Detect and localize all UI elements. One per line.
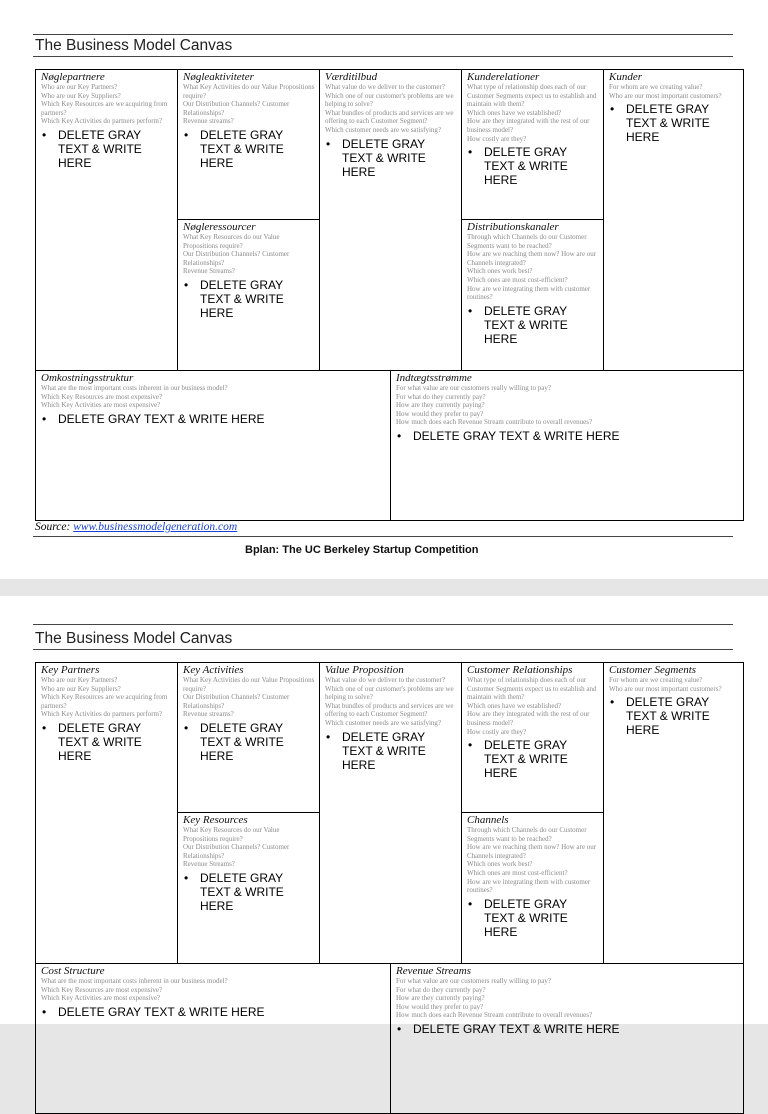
hint-text: What Key Activities do our Value Propositions require? Our Distribution Channels? Customer Relationships? Revenue streams?	[183, 676, 315, 719]
business-model-canvas	[35, 662, 744, 1114]
key-activities-box[interactable]	[178, 70, 320, 220]
bullet-item[interactable]: • DELETE GRAY TEXT & WRITE HERE	[42, 720, 142, 763]
box-heading: Value Proposition	[325, 664, 404, 676]
box-heading: Key Activities	[183, 664, 244, 676]
source-link[interactable]: www.businessmodelgeneration.com	[73, 521, 238, 533]
customer-segments-box[interactable]	[604, 70, 743, 371]
box-heading: Værditilbud	[325, 71, 378, 83]
revenue-streams-box[interactable]	[391, 964, 743, 1113]
customer-relationships-box[interactable]	[462, 663, 604, 813]
bullet-item[interactable]: • DELETE GRAY TEXT & WRITE HERE	[326, 729, 426, 772]
channels-box[interactable]	[462, 220, 604, 371]
box-heading: Key Resources	[183, 814, 248, 826]
box-heading: Revenue Streams	[396, 965, 472, 977]
cost-structure-box[interactable]	[36, 964, 391, 1113]
box-heading: Channels	[467, 814, 509, 826]
bullet-item[interactable]: • DELETE GRAY TEXT & WRITE HERE	[42, 411, 265, 426]
key-partners-box[interactable]	[36, 70, 178, 371]
bullet-item[interactable]: • DELETE GRAY TEXT & WRITE HERE	[468, 896, 568, 939]
hint-text: For whom are we creating value? Who are our most important customers?	[609, 83, 722, 100]
box-heading: Distributionskanaler	[467, 221, 559, 233]
hint-text: Who are our Key Partners? Who are our Key Suppliers? Which Key Resources are we acquiring from partners? Which Key Activities do partners perform?	[41, 83, 168, 126]
hint-text: What Key Activities do our Value Propositions require? Our Distribution Channels? Customer Relationships? Revenue streams?	[183, 83, 315, 126]
value-proposition-box[interactable]	[320, 70, 462, 371]
bullet-item[interactable]: • DELETE GRAY TEXT & WRITE HERE	[397, 1021, 620, 1036]
box-heading: Key Partners	[41, 664, 100, 676]
bullet-item[interactable]: • DELETE GRAY TEXT & WRITE HERE	[184, 127, 284, 170]
box-heading: Indtægtsstrømme	[396, 372, 472, 384]
hint-text: For what value are our customers really willing to pay? For what do they currently pay? How are they currently paying? How would they prefer to pay? How much does each Revenue Stream contribute to overall revenues?	[396, 384, 593, 427]
hint-text: Through which Channels do our Customer Segments want to be reached? How are we reaching them now? How are our Channels integrated? Which ones work best? Which ones are most cost-efficient? How are we integrating them with customer routines?	[467, 826, 597, 895]
hint-text: What are the most important costs inherent in our business model? Which Key Resources are most expensive? Which Key Activities are most expensive?	[41, 977, 228, 1003]
cost-structure-box[interactable]	[36, 371, 391, 520]
bullet-item[interactable]: • DELETE GRAY TEXT & WRITE HERE	[397, 428, 620, 443]
bullet-item[interactable]: • DELETE GRAY TEXT & WRITE HERE	[184, 870, 284, 913]
bullet-item[interactable]: • DELETE GRAY TEXT & WRITE HERE	[184, 720, 284, 763]
box-heading: Omkostningsstruktur	[41, 372, 134, 384]
box-heading: Kunder	[609, 71, 642, 83]
top-rule	[33, 624, 733, 625]
box-heading: Nøgleaktiviteter	[183, 71, 254, 83]
footer-rule	[33, 536, 733, 537]
bullet-item[interactable]: • DELETE GRAY TEXT & WRITE HERE	[468, 145, 568, 188]
page-title: The Business Model Canvas	[35, 630, 233, 647]
hint-text: What are the most important costs inherent in our business model? Which Key Resources are most expensive? Which Key Activities are most expensive?	[41, 384, 228, 410]
source-line	[35, 521, 237, 533]
bullet-item[interactable]: • DELETE GRAY TEXT & WRITE HERE	[326, 136, 426, 179]
top-rule	[33, 34, 733, 35]
hint-text: For whom are we creating value? Who are our most important customers?	[609, 676, 722, 693]
hint-text: What value do we deliver to the customer? Which one of our customer's problems are we helping to solve? What bundles of products and services are we offering to each Customer Segment? Which customer needs are we satisfying?	[325, 676, 454, 727]
hint-text: What value do we deliver to the customer? Which one of our customer's problems are we helping to solve? What bundles of products and services are we offering to each Customer Segment? Which customer needs are we satisfying?	[325, 83, 454, 134]
key-activities-box[interactable]	[178, 663, 320, 813]
box-heading: Cost Structure	[41, 965, 105, 977]
hint-text: What Key Resources do our Value Propositions require? Our Distribution Channels? Customer Relationships? Revenue Streams?	[183, 233, 290, 276]
hint-text: For what value are our customers really willing to pay? For what do they currently pay? How are they currently paying? How would they prefer to pay? How much does each Revenue Stream contribute to overall revenues?	[396, 977, 593, 1020]
page-title: The Business Model Canvas	[35, 37, 233, 54]
hint-text: Through which Channels do our Customer Segments want to be reached? How are we reaching them now? How are our Channels integrated? Which ones work best? Which ones are most cost-efficient? How are we integrating them with customer routines?	[467, 233, 597, 302]
hint-text: What Key Resources do our Value Propositions require? Our Distribution Channels? Customer Relationships? Revenue Streams?	[183, 826, 290, 869]
box-heading: Customer Relationships	[467, 664, 573, 676]
bullet-item[interactable]: • DELETE GRAY TEXT & WRITE HERE	[610, 695, 710, 738]
hint-text: What type of relationship does each of our Customer Segments expect us to establish and maintain with them? Which ones have we established? How are they integrated with the rest of our business model? How costly are they?	[467, 83, 597, 143]
title-rule	[33, 649, 733, 650]
value-proposition-box[interactable]	[320, 663, 462, 964]
title-rule	[33, 56, 733, 57]
business-model-canvas	[35, 69, 744, 521]
hint-text: Who are our Key Partners? Who are our Key Suppliers? Which Key Resources are we acquiring from partners? Which Key Activities do partners perform?	[41, 676, 168, 719]
bullet-item[interactable]: • DELETE GRAY TEXT & WRITE HERE	[184, 277, 284, 320]
customer-segments-box[interactable]	[604, 663, 743, 964]
box-heading: Customer Segments	[609, 664, 697, 676]
bullet-item[interactable]: • DELETE GRAY TEXT & WRITE HERE	[42, 127, 142, 170]
key-partners-box[interactable]	[36, 663, 178, 964]
bullet-item[interactable]: • DELETE GRAY TEXT & WRITE HERE	[468, 738, 568, 781]
key-resources-box[interactable]	[178, 813, 320, 964]
hint-text: What type of relationship does each of our Customer Segments expect us to establish and maintain with them? Which ones have we established? How are they integrated with the rest of our business model? How costly are they?	[467, 676, 597, 736]
box-heading: Kunderelationer	[467, 71, 540, 83]
bullet-item[interactable]: • DELETE GRAY TEXT & WRITE HERE	[468, 303, 568, 346]
channels-box[interactable]	[462, 813, 604, 964]
box-heading: Nøglepartnere	[41, 71, 105, 83]
document-page-2	[0, 596, 768, 1036]
bullet-item[interactable]: • DELETE GRAY TEXT & WRITE HERE	[610, 102, 710, 145]
bullet-item[interactable]: • DELETE GRAY TEXT & WRITE HERE	[42, 1004, 265, 1019]
key-resources-box[interactable]	[178, 220, 320, 371]
box-heading: Nøgleressourcer	[183, 221, 256, 233]
revenue-streams-box[interactable]	[391, 371, 743, 520]
customer-relationships-box[interactable]	[462, 70, 604, 220]
page-footer: Bplan: The UC Berkeley Startup Competition	[245, 544, 479, 556]
source-label: Source:	[35, 521, 71, 533]
